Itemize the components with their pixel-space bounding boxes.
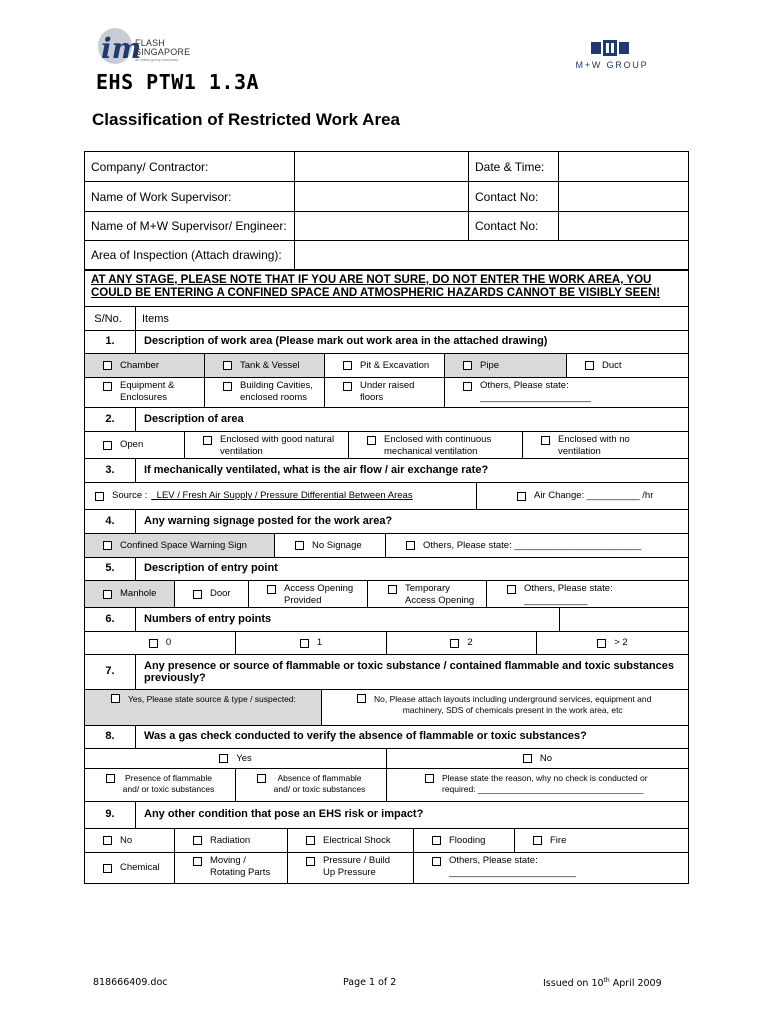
mw-supervisor-field[interactable] xyxy=(295,212,469,241)
option-entry-0[interactable]: 0 xyxy=(85,632,236,655)
option-duct[interactable]: Duct xyxy=(567,354,688,378)
section-2-number: 2. xyxy=(85,408,136,432)
option-presence-flammable[interactable]: Presence of flammable and/ or toxic substances xyxy=(85,769,236,802)
option-open[interactable]: Open xyxy=(85,432,185,459)
brand-line1: FLASH xyxy=(135,38,166,48)
option-others-risk[interactable]: Others, Please state: ________________________ xyxy=(414,853,688,883)
checkbox[interactable] xyxy=(193,590,202,599)
section-9-number: 9. xyxy=(85,802,136,829)
section-6-blank xyxy=(560,608,688,632)
option-mechanical-ventilation[interactable]: Enclosed with continuous mechanical ventilation xyxy=(349,432,523,459)
checkbox[interactable] xyxy=(193,836,202,845)
option-electrical-shock[interactable]: Electrical Shock xyxy=(288,829,414,853)
checkbox[interactable] xyxy=(103,441,112,450)
area-field[interactable] xyxy=(295,241,688,270)
checkbox[interactable] xyxy=(103,541,112,550)
footer-page-number: Page 1 of 2 xyxy=(343,977,397,988)
section-8-number: 8. xyxy=(85,726,136,749)
option-temporary-access[interactable]: Temporary Access Opening xyxy=(368,581,487,608)
section-4-number: 4. xyxy=(85,510,136,534)
option-under-raised-floors[interactable]: Under raised floors xyxy=(325,378,445,408)
option-natural-ventilation[interactable]: Enclosed with good natural ventilation xyxy=(185,432,349,459)
section-6-title: Numbers of entry points xyxy=(136,608,560,632)
supervisor-field[interactable] xyxy=(295,182,469,212)
contact-field-1[interactable] xyxy=(559,182,688,212)
contact-label-2: Contact No: xyxy=(469,212,559,241)
option-radiation[interactable]: Radiation xyxy=(175,829,288,853)
checkbox[interactable] xyxy=(450,639,459,648)
checkbox[interactable] xyxy=(343,361,352,370)
checkbox[interactable] xyxy=(367,436,376,445)
checkbox[interactable] xyxy=(432,836,441,845)
contact-label-1: Contact No: xyxy=(469,182,559,212)
option-manhole[interactable]: Manhole xyxy=(85,581,175,608)
checkbox[interactable] xyxy=(343,382,352,391)
section-5-title: Description of entry point xyxy=(136,558,688,581)
checkbox[interactable] xyxy=(219,754,228,763)
option-substance-no[interactable]: No, Please attach layouts including underground services, equipment and machinery, SDS of chemicals present in the work area, etc xyxy=(322,690,688,726)
section-7-number: 7. xyxy=(85,655,136,690)
im-logo-icon xyxy=(95,26,142,66)
option-flooding[interactable]: Flooding xyxy=(414,829,515,853)
option-others-entry[interactable]: Others, Please state: ____________ xyxy=(487,581,688,608)
checkbox[interactable] xyxy=(267,585,276,594)
option-entry-2[interactable]: 2 xyxy=(387,632,537,655)
checkbox[interactable] xyxy=(306,836,315,845)
option-others-work-area[interactable]: Others, Please state: _____________________ xyxy=(445,378,688,408)
option-chemical[interactable]: Chemical xyxy=(85,853,175,883)
checkbox[interactable] xyxy=(523,754,532,763)
date-time-field[interactable] xyxy=(559,152,688,182)
checkbox[interactable] xyxy=(103,361,112,370)
checkbox[interactable] xyxy=(149,639,158,648)
option-source[interactable]: Source : _LEV / Fresh Air Supply / Pressure Differential Between Areas xyxy=(85,483,477,510)
footer-issue-date: Issued on 10th April 2009 xyxy=(543,977,662,990)
option-substance-yes[interactable]: Yes, Please state source & type / suspected: xyxy=(85,690,322,726)
checkbox[interactable] xyxy=(306,857,315,866)
checkbox[interactable] xyxy=(257,774,266,783)
option-equipment-enclosures[interactable]: Equipment & Enclosures xyxy=(85,378,205,408)
checkbox[interactable] xyxy=(432,857,441,866)
option-others-signage[interactable]: Others, Please state: ________________________ xyxy=(386,534,688,558)
section-2-title: Description of area xyxy=(136,408,688,432)
checkbox[interactable] xyxy=(203,436,212,445)
section-3-number: 3. xyxy=(85,459,136,483)
section-3-title: If mechanically ventilated, what is the air flow / air exchange rate? xyxy=(136,459,688,483)
section-8-title: Was a gas check conducted to verify the absence of flammable or toxic substances? xyxy=(136,726,688,749)
option-access-opening[interactable]: Access Opening Provided xyxy=(249,581,368,608)
option-entry-1[interactable]: 1 xyxy=(236,632,387,655)
option-pit-excavation[interactable]: Pit & Excavation xyxy=(325,354,445,378)
checkbox[interactable] xyxy=(106,774,115,783)
checkbox[interactable] xyxy=(425,774,434,783)
checkbox[interactable] xyxy=(388,585,397,594)
option-pipe[interactable]: Pipe xyxy=(445,354,567,378)
restricted-work-area-form xyxy=(84,151,689,884)
checkbox[interactable] xyxy=(463,382,472,391)
option-entry-more[interactable]: > 2 xyxy=(537,632,688,655)
checkbox[interactable] xyxy=(357,694,366,703)
option-pressure[interactable]: Pressure / Build Up Pressure xyxy=(288,853,414,883)
section-1-title: Description of work area (Please mark out work area in the attached drawing) xyxy=(136,331,688,354)
option-no-check-reason[interactable]: Please state the reason, why no check is conducted or required: ___________________________________ xyxy=(387,769,688,802)
contact-field-2[interactable] xyxy=(559,212,688,241)
option-confined-space-sign[interactable]: Confined Space Warning Sign xyxy=(85,534,275,558)
checkbox[interactable] xyxy=(103,864,112,873)
checkbox[interactable] xyxy=(95,492,104,501)
checkbox[interactable] xyxy=(111,694,120,703)
document-code: EHS PTW1 1.3A xyxy=(96,70,260,94)
area-label: Area of Inspection (Attach drawing): xyxy=(85,241,295,270)
section-7-title: Any presence or source of flammable or toxic substance / contained flammable and toxic substances previously? xyxy=(136,655,688,690)
option-tank-vessel[interactable]: Tank & Vessel xyxy=(205,354,325,378)
document-title: Classification of Restricted Work Area xyxy=(92,110,400,129)
checkbox[interactable] xyxy=(103,836,112,845)
checkbox[interactable] xyxy=(103,382,112,391)
section-4-title: Any warning signage posted for the work area? xyxy=(136,510,688,534)
section-1-number: 1. xyxy=(85,331,136,354)
option-gas-check-yes[interactable]: Yes xyxy=(85,749,387,769)
option-building-cavities[interactable]: Building Cavities, enclosed rooms xyxy=(205,378,325,408)
option-absence-flammable[interactable]: Absence of flammable and/ or toxic substances xyxy=(236,769,387,802)
checkbox[interactable] xyxy=(295,541,304,550)
flash-singapore-logo xyxy=(95,26,235,70)
checkbox[interactable] xyxy=(507,585,516,594)
checkbox[interactable] xyxy=(223,382,232,391)
option-no-signage[interactable]: No Signage xyxy=(275,534,386,558)
option-fire[interactable]: Fire xyxy=(515,829,688,853)
mw-group-logo xyxy=(553,40,673,74)
option-air-change[interactable]: Air Change: __________ /hr xyxy=(477,483,688,510)
sno-header: S/No. xyxy=(85,307,136,331)
checkbox[interactable] xyxy=(193,857,202,866)
checkbox[interactable] xyxy=(223,361,232,370)
checkbox[interactable] xyxy=(597,639,606,648)
footer-filename: 818666409.doc xyxy=(93,977,168,988)
brand-tagline: an m&w group company xyxy=(135,57,179,62)
section-5-number: 5. xyxy=(85,558,136,581)
option-door[interactable]: Door xyxy=(175,581,249,608)
date-time-label: Date & Time: xyxy=(469,152,559,182)
checkbox[interactable] xyxy=(541,436,550,445)
company-label: Company/ Contractor: xyxy=(85,152,295,182)
checkbox[interactable] xyxy=(533,836,542,845)
mw-supervisor-label: Name of M+W Supervisor/ Engineer: xyxy=(85,212,295,241)
svg-text:im: im xyxy=(101,32,142,65)
option-gas-check-no[interactable]: No xyxy=(387,749,688,769)
checkbox[interactable] xyxy=(517,492,526,501)
checkbox[interactable] xyxy=(406,541,415,550)
checkbox[interactable] xyxy=(585,361,594,370)
warning-notice: AT ANY STAGE, PLEASE NOTE THAT IF YOU ARE NOT SURE, DO NOT ENTER THE WORK AREA, YOU COULD BE ENTERING A CONFINED SPACE AND ATMOSPHERIC HAZARDS CANNOT BE VISIBLY SEEN! xyxy=(85,270,688,307)
checkbox[interactable] xyxy=(463,361,472,370)
option-moving-parts[interactable]: Moving / Rotating Parts xyxy=(175,853,288,883)
mw-group-mark-icon xyxy=(591,40,629,56)
checkbox[interactable] xyxy=(300,639,309,648)
checkbox[interactable] xyxy=(103,590,112,599)
supervisor-label: Name of Work Supervisor: xyxy=(85,182,295,212)
section-6-number: 6. xyxy=(85,608,136,632)
option-chamber[interactable]: Chamber xyxy=(85,354,205,378)
option-no-ventilation[interactable]: Enclosed with no ventilation xyxy=(523,432,688,459)
section-9-title: Any other condition that pose an EHS risk or impact? xyxy=(136,802,688,829)
mw-group-text: M+W GROUP xyxy=(575,60,649,70)
option-risk-no[interactable]: No xyxy=(85,829,175,853)
items-header: Items xyxy=(136,307,688,331)
company-field[interactable] xyxy=(295,152,469,182)
brand-line2: SINGAPORE xyxy=(135,47,191,57)
